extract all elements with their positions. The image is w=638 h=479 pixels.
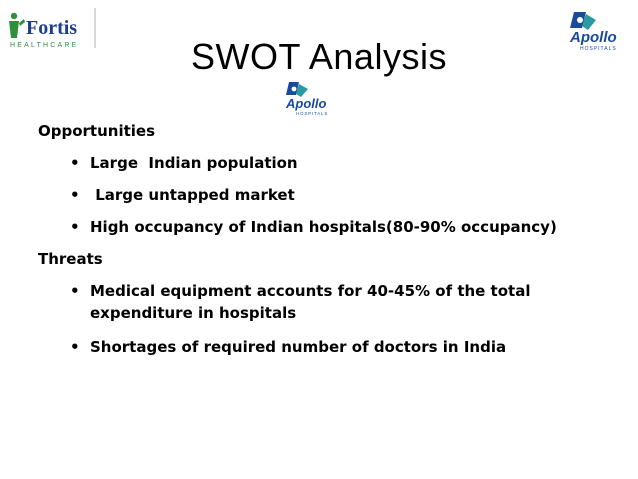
list-item — [38, 334, 618, 366]
apollo-tagline: HOSPITALS — [580, 46, 617, 52]
apollo-emblem-icon — [286, 82, 308, 97]
list-item — [38, 182, 618, 214]
fortis-figure-icon — [9, 13, 25, 38]
apollo-wordmark: Apollo — [286, 96, 327, 111]
list-item-text: Shortages of required number of doctors in India — [90, 338, 507, 356]
list-item — [38, 278, 618, 334]
opportunities-list — [38, 150, 618, 246]
list-item-text: Medical equipment accounts for 40-45% of the total expenditure in hospitals — [90, 282, 531, 322]
list-item-text: High occupancy of Indian hospitals(80-90% occupancy) — [90, 218, 557, 236]
threats-list — [38, 278, 618, 366]
slide-title: SWOT Analysis — [191, 36, 447, 77]
bullet-icon: • — [70, 154, 80, 172]
bullet-icon: • — [70, 186, 80, 204]
slide-body — [38, 118, 618, 366]
bullet-icon: • — [70, 218, 80, 236]
apollo-wordmark: Apollo — [570, 29, 617, 46]
apollo-tagline: HOSPITALS — [296, 111, 329, 116]
list-item — [38, 214, 618, 246]
section-heading-threats: Threats — [38, 250, 103, 268]
section-heading-opportunities: Opportunities — [38, 122, 156, 140]
fortis-wordmark: Fortis — [26, 17, 78, 39]
list-item-text: Large Indian population — [90, 154, 298, 172]
bullet-icon: • — [70, 338, 80, 356]
apollo-emblem-icon — [570, 12, 596, 30]
fortis-tagline: HEALTHCARE — [10, 42, 79, 49]
list-item-text: Large untapped market — [90, 186, 295, 204]
apollo-logo-center — [283, 80, 335, 116]
bullet-icon: • — [70, 282, 80, 300]
list-item — [38, 150, 618, 182]
